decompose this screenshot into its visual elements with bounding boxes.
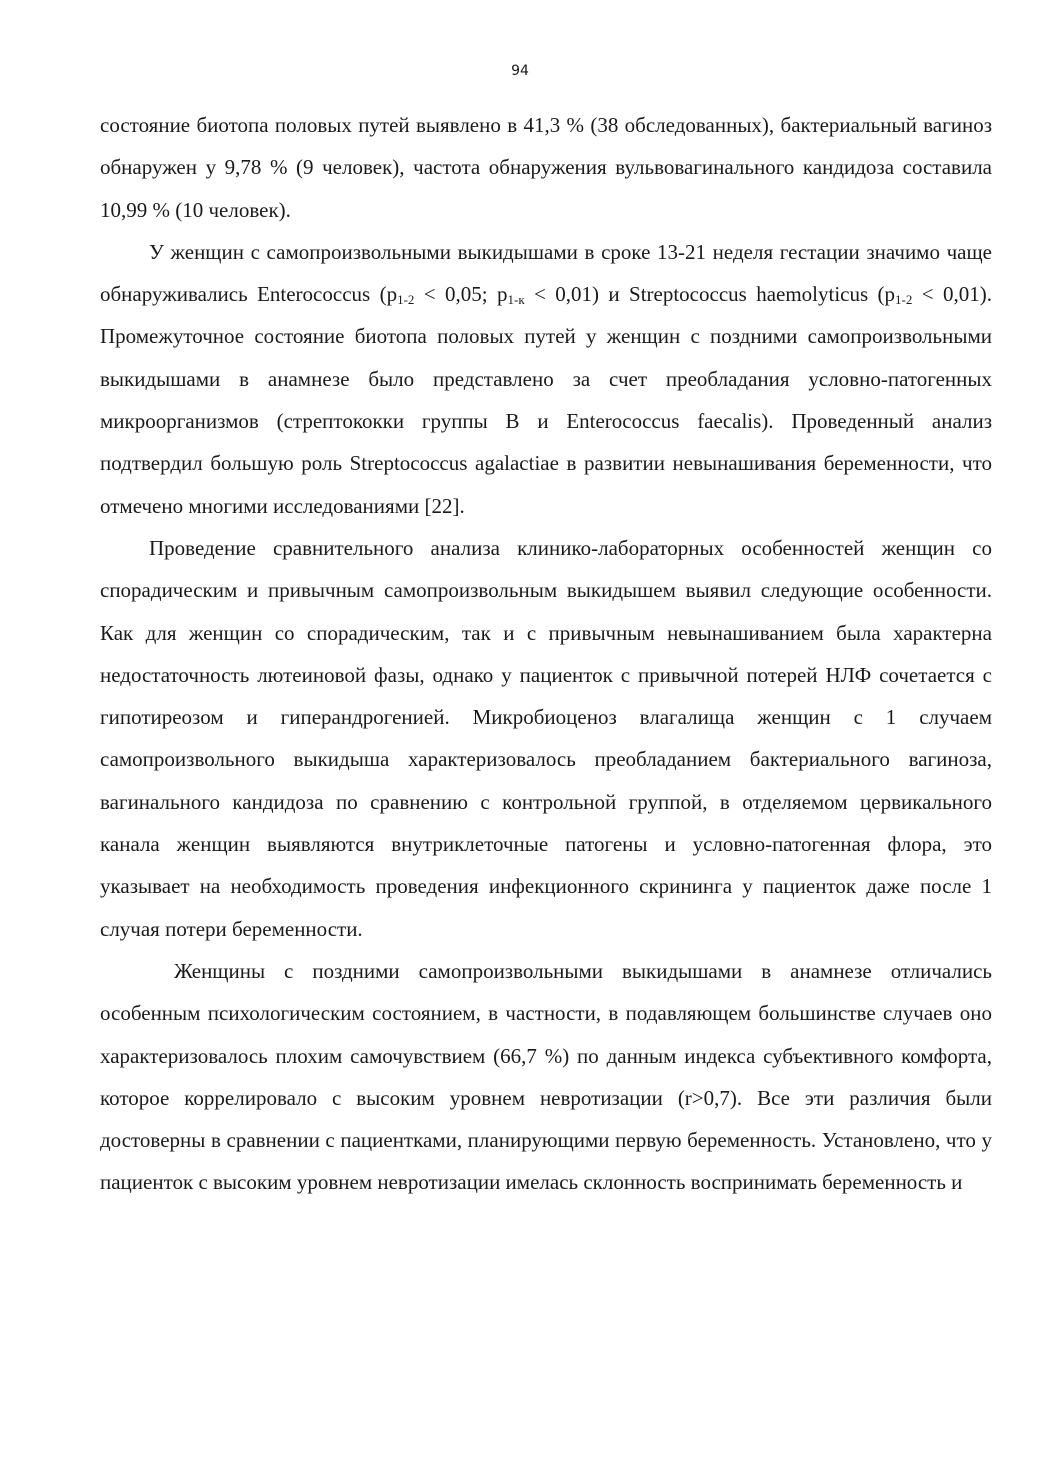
paragraph-2-text-3: < 0,01) и Streptococcus haemolyticus (p xyxy=(524,282,896,307)
paragraph-2 xyxy=(100,231,992,527)
document-body xyxy=(100,104,992,1204)
paragraph-3: Проведение сравнительного анализа клинико-лабораторных особенностей женщин со спорадическим и привычным самопроизвольным выкидышем выявил следующие особенности. Как для женщин со спорадическим, так и с привычным невынашиванием была характерна недостаточность лютеиновой фазы, однако у пациенток с привычной потерей НЛФ сочетается с гипотиреозом и гиперандрогенией. Микробиоценоз влагалища женщин с 1 случаем самопроизвольного выкидыша характеризовалось преобладанием бактериального вагиноза, вагинального кандидоза по сравнению с контрольной группой, в отделяемом цервикального канала женщин выявляются внутриклеточные патогены и условно-патогенная флора, это указывает на необходимость проведения инфекционного скрининга у пациенток даже после 1 случая потери беременности. xyxy=(100,535,992,941)
paragraph-2-text-1: У женщин с самопроизвольными выкидышами в сроке 13-21 неделя гестации значимо чаще обнаруживались Enterococcus (p xyxy=(100,239,992,307)
paragraph-2-text-4: < 0,01). Промежуточное состояние биотопа половых путей у женщин с поздними самопроизвольными выкидышами в анамнезе было представлено за счет преобладания условно-патогенных микроорганизмов (стрептококки группы В и Enterococcus faecalis). Проведенный анализ подтвердил большую роль Streptococcus agalactiae в развитии невынашивания беременности, что отмечено многими исследованиями [22]. xyxy=(100,282,992,518)
subscript-1: 1-2 xyxy=(397,292,415,308)
paragraph-1: состояние биотопа половых путей выявлено в 41,3 % (38 обследованных), бактериальный вагиноз обнаружен у 9,78 % (9 человек), частота обнаружения вульвовагинального кандидоза составила 10,99 % (10 человек). xyxy=(100,113,992,222)
subscript-2: 1-к xyxy=(507,292,525,308)
paragraph-2-text-2: < 0,05; p xyxy=(414,282,508,307)
subscript-3: 1-2 xyxy=(895,292,913,308)
page-number: 94 xyxy=(511,63,529,79)
paragraph-4: Женщины с поздними самопроизвольными выкидышами в анамнезе отличались особенным психологическим состоянием, в частности, в подавляющем большинстве случаев оно характеризовалось плохим самочувствием (66,7 %) по данным индекса субъективного комфорта, которое коррелировало с высоким уровнем невротизации (r>0,7). Все эти различия были достоверны в сравнении с пациентками, планирующими первую беременность. Установлено, что у пациенток с высоким уровнем невротизации имелась склонность воспринимать беременность и xyxy=(100,958,992,1195)
